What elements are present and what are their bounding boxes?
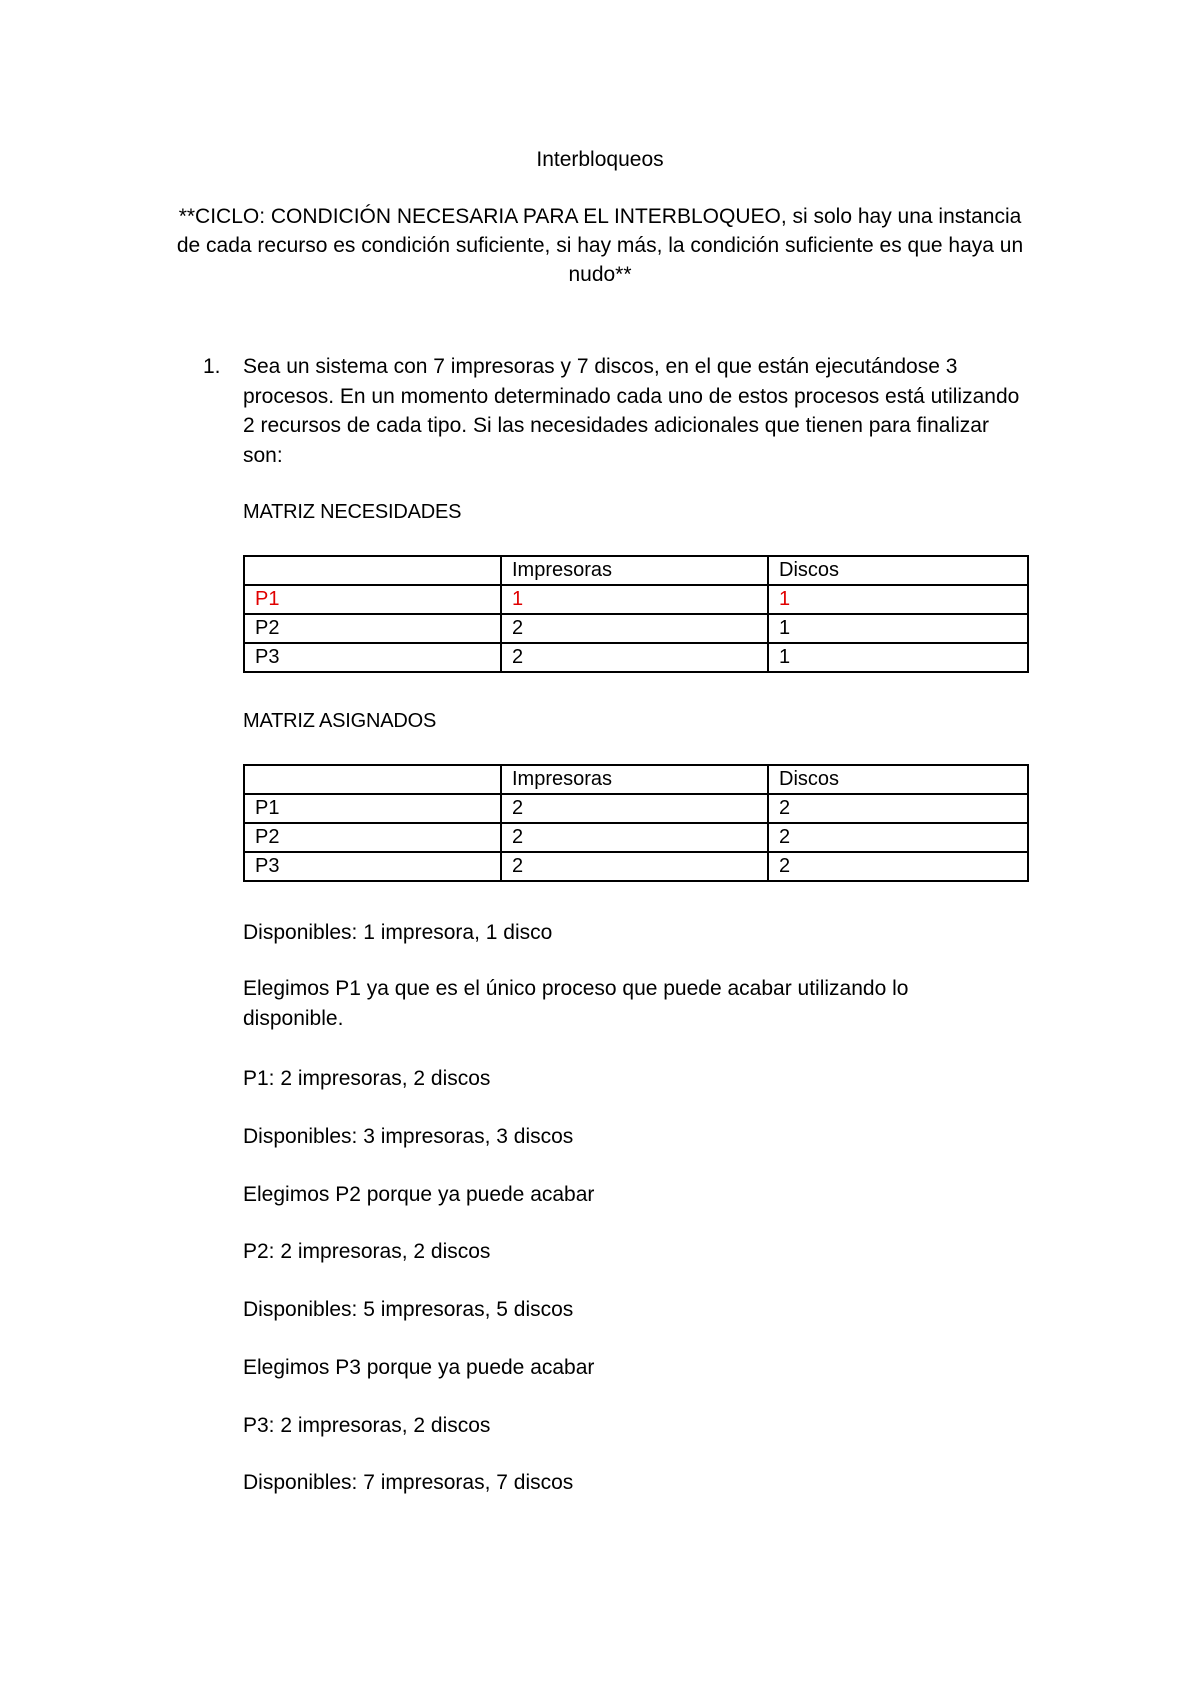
- table-cell: P2: [244, 614, 501, 643]
- table-cell: [244, 765, 501, 794]
- p3-release: P3: 2 impresoras, 2 discos: [243, 1414, 491, 1437]
- document-title: Interbloqueos: [536, 148, 664, 171]
- table-header-cell: Discos: [768, 765, 1028, 794]
- table-cell: 2: [501, 794, 768, 823]
- table-row: [244, 643, 1028, 672]
- matriz-necesidades-table: [243, 555, 1029, 673]
- table-row: [244, 823, 1028, 852]
- table-cell: P3: [244, 852, 501, 881]
- table-row: [244, 852, 1028, 881]
- table-cell: [244, 556, 501, 585]
- table-cell: 2: [501, 643, 768, 672]
- table-cell: 2: [501, 852, 768, 881]
- matriz-asignados-table: [243, 764, 1029, 882]
- table-header-cell: Impresoras: [501, 556, 768, 585]
- matriz-necesidades-heading: MATRIZ NECESIDADES: [243, 501, 462, 523]
- table-row-highlighted: [244, 585, 1028, 614]
- table-cell: 2: [501, 823, 768, 852]
- table-row: [244, 794, 1028, 823]
- intro-note: **CICLO: CONDICIÓN NECESARIA PARA EL INTERBLOQUEO, si solo hay una instancia de cada recurso es condición suficiente, si hay más, la condición suficiente es que haya un nudo**: [176, 205, 1024, 286]
- table-header-row: [244, 765, 1028, 794]
- choose-p3: Elegimos P3 porque ya puede acabar: [243, 1356, 595, 1379]
- table-cell: 1: [768, 614, 1028, 643]
- available-after-p1: Disponibles: 3 impresoras, 3 discos: [243, 1125, 574, 1148]
- table-cell: P3: [244, 643, 501, 672]
- item-number: 1.: [203, 355, 221, 378]
- table-cell: 1: [768, 585, 1028, 614]
- available-initial: Disponibles: 1 impresora, 1 disco: [243, 921, 553, 944]
- table-row: [244, 614, 1028, 643]
- table-cell: 1: [501, 585, 768, 614]
- available-final: Disponibles: 7 impresoras, 7 discos: [243, 1471, 574, 1494]
- table-cell: P1: [244, 585, 501, 614]
- table-header-cell: Discos: [768, 556, 1028, 585]
- table-header-row: [244, 556, 1028, 585]
- p1-release: P1: 2 impresoras, 2 discos: [243, 1067, 491, 1090]
- exercise-item: [203, 352, 1033, 470]
- table-cell: 2: [501, 614, 768, 643]
- table-header-cell: Impresoras: [501, 765, 768, 794]
- table-cell: 1: [768, 643, 1028, 672]
- table-cell: 2: [768, 823, 1028, 852]
- p2-release: P2: 2 impresoras, 2 discos: [243, 1240, 491, 1263]
- table-cell: 2: [768, 852, 1028, 881]
- table-cell: P2: [244, 823, 501, 852]
- table-cell: P1: [244, 794, 501, 823]
- available-after-p2: Disponibles: 5 impresoras, 5 discos: [243, 1298, 574, 1321]
- choose-p2: Elegimos P2 porque ya puede acabar: [243, 1183, 595, 1206]
- item-text: Sea un sistema con 7 impresoras y 7 discos, en el que están ejecutándose 3 procesos. En un momento determinado cada uno de estos procesos está utilizando 2 recursos de cada tipo. Si las necesidades adicionales que tienen para finalizar son:: [243, 355, 1020, 467]
- matriz-asignados-heading: MATRIZ ASIGNADOS: [243, 710, 437, 732]
- choose-p1: Elegimos P1 ya que es el único proceso que puede acabar utilizando lo disponible.: [243, 977, 909, 1030]
- table-cell: 2: [768, 794, 1028, 823]
